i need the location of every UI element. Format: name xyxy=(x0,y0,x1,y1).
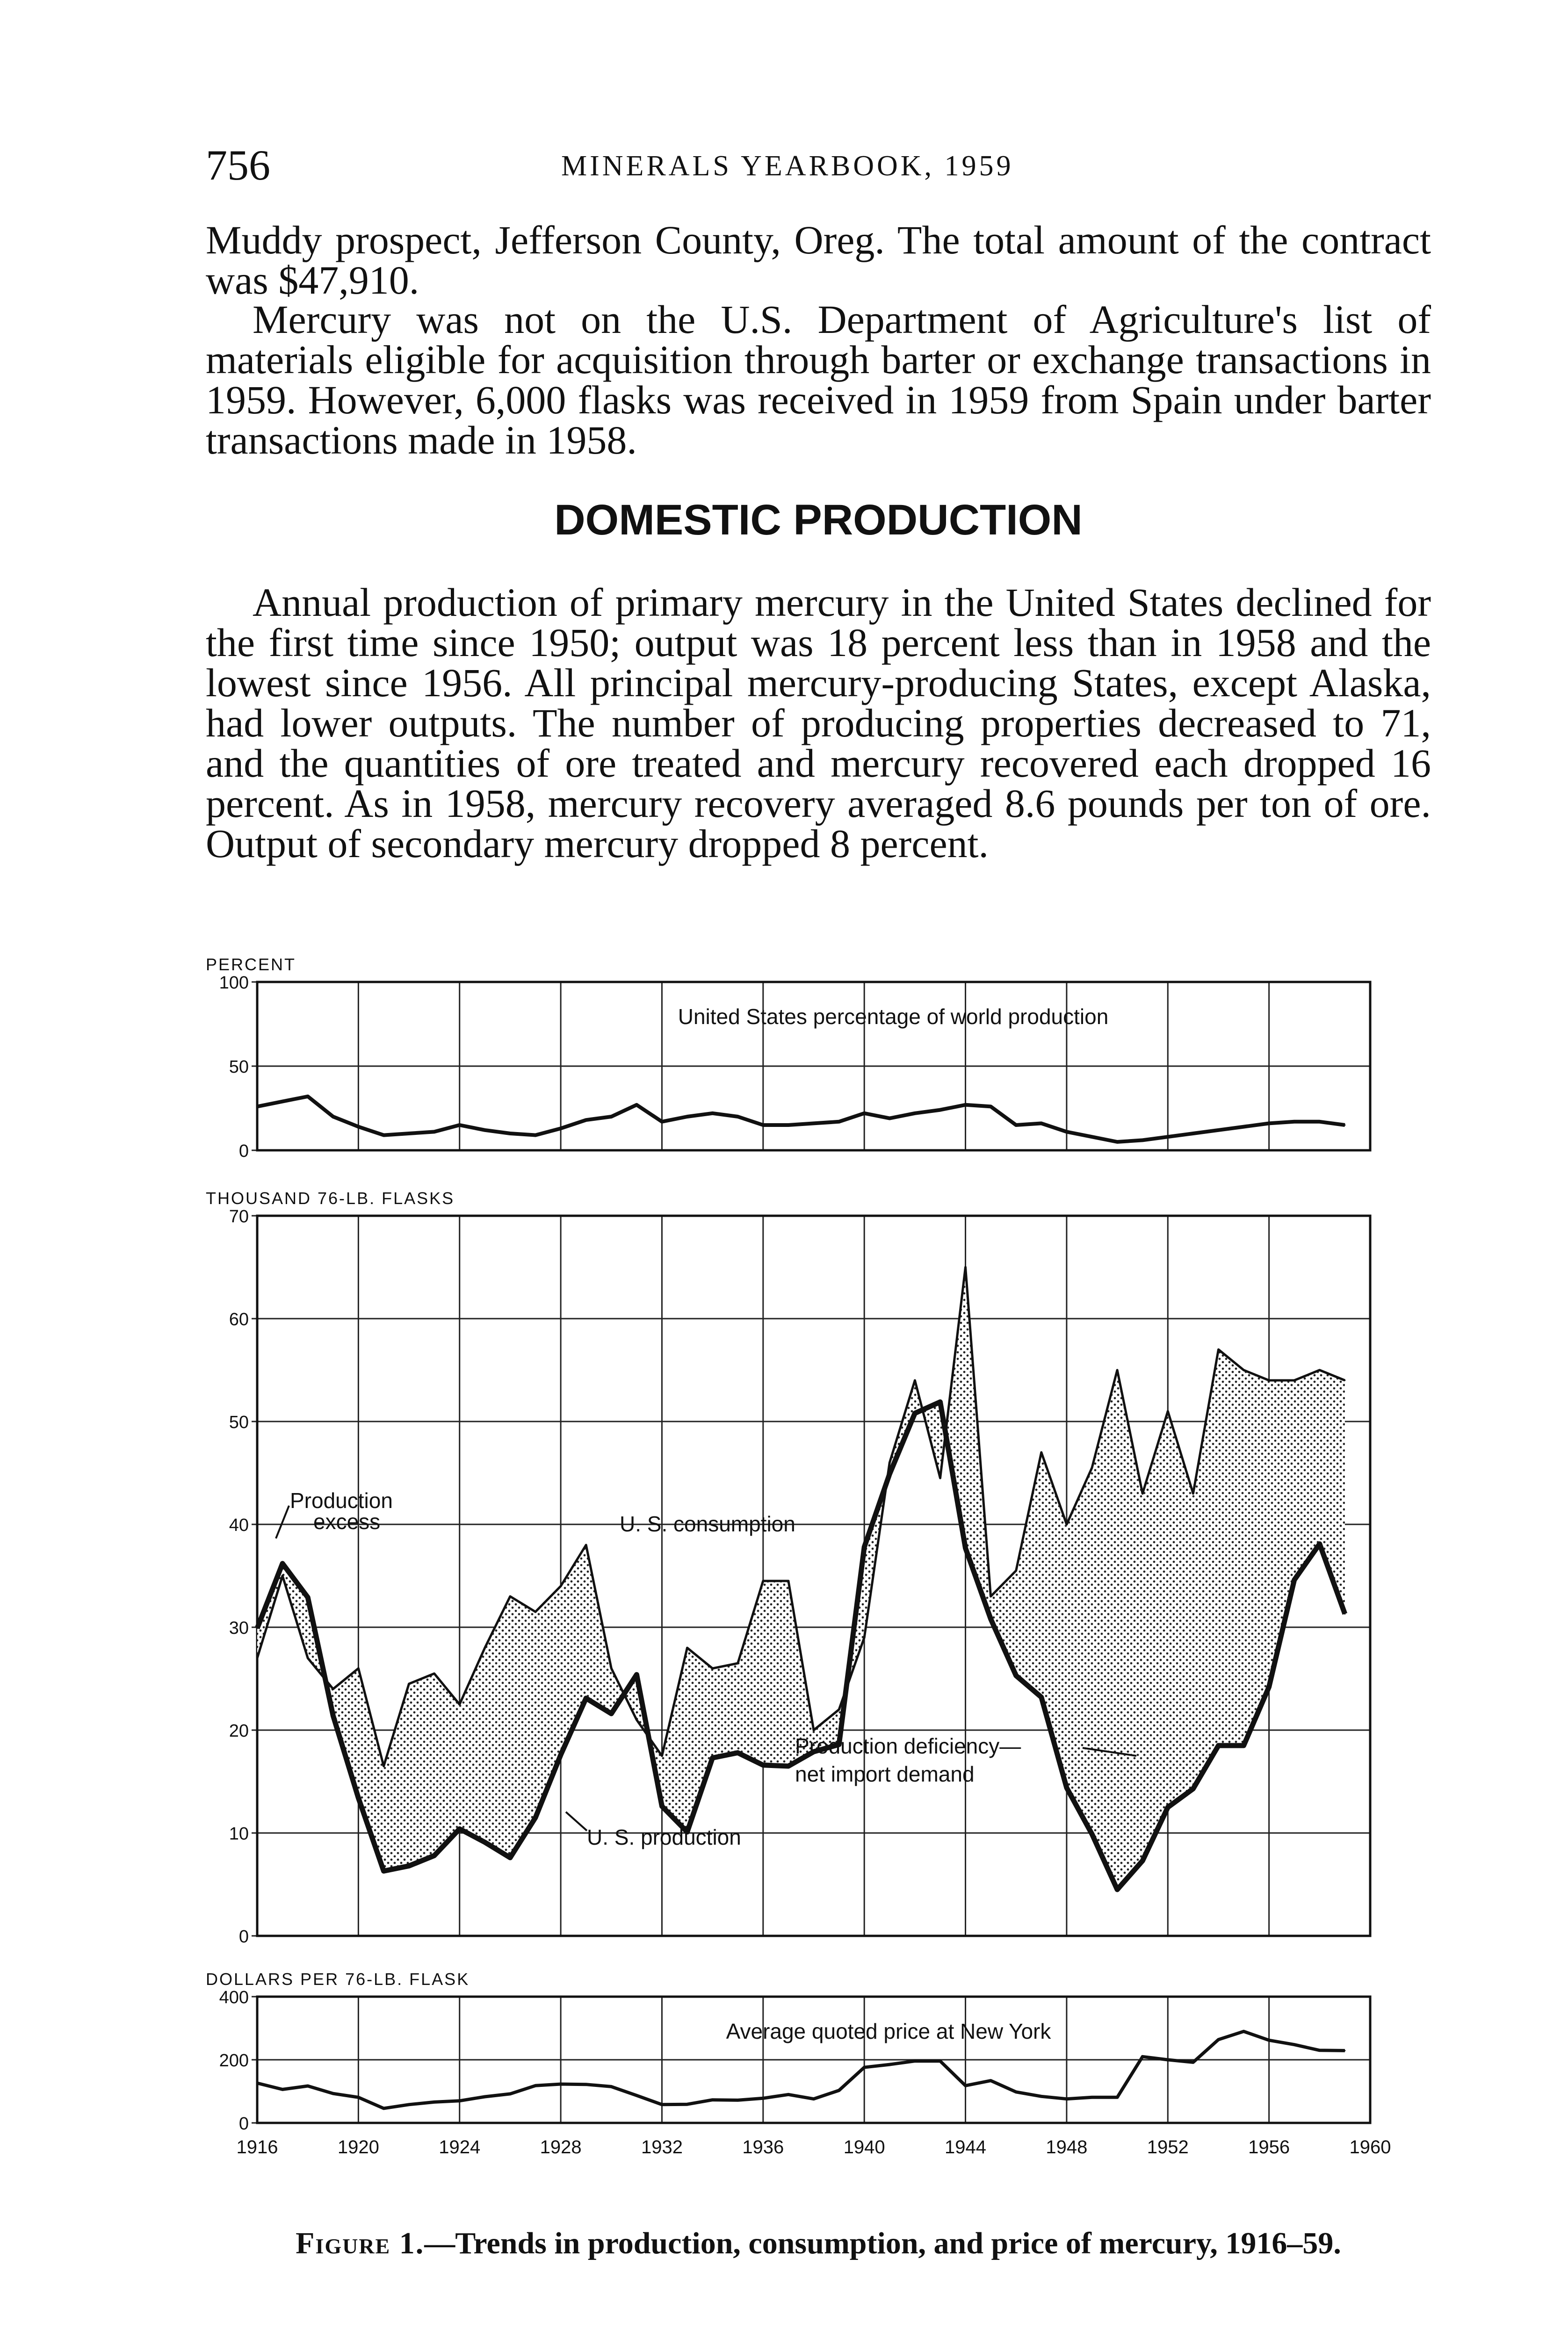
us-consumption-line-point xyxy=(358,1668,359,1669)
us-production-line-point xyxy=(1319,1543,1320,1544)
us-world-share-line-point xyxy=(686,1116,688,1118)
us-world-share-line-point xyxy=(889,1118,890,1119)
us-production-line-point xyxy=(712,1757,713,1759)
us-production-line-point xyxy=(611,1713,612,1714)
flasks-ytick-label: 70 xyxy=(229,1207,249,1227)
price-axis-title: DOLLARS PER 76-LB. FLASK xyxy=(206,1970,470,1989)
us-production-line-point xyxy=(788,1766,789,1767)
price-ytick-label: 400 xyxy=(219,1988,249,2007)
annotation-us-production: U. S. production xyxy=(587,1825,741,1849)
us-production-line-point xyxy=(1243,1745,1244,1746)
section-heading: DOMESTIC PRODUCTION xyxy=(554,496,1083,544)
us-world-share-line-point xyxy=(661,1121,663,1122)
price-line-point xyxy=(358,2097,359,2098)
annotation-production-excess-2: excess xyxy=(313,1509,381,1534)
us-world-share-line-point xyxy=(1167,1136,1169,1138)
us-production-line-point xyxy=(1293,1579,1295,1580)
year-tick-label: 1944 xyxy=(945,2137,987,2158)
price-line-point xyxy=(661,2104,663,2105)
us-world-share-line-point xyxy=(914,1112,916,1114)
us-production-line-point xyxy=(737,1752,738,1754)
percent-axis-title: PERCENT xyxy=(206,955,296,974)
us-consumption-line-point xyxy=(686,1647,688,1649)
us-consumption-line-point xyxy=(408,1683,410,1685)
us-consumption-line-point xyxy=(889,1462,890,1464)
us-consumption-line-point xyxy=(636,1719,637,1721)
us-world-share-line-point xyxy=(332,1116,334,1118)
us-consumption-line-point xyxy=(788,1580,789,1582)
us-world-share-line-point xyxy=(484,1129,485,1131)
us-consumption-line-point xyxy=(712,1668,713,1669)
us-production-line-point xyxy=(965,1547,966,1549)
year-tick-label: 1916 xyxy=(236,2137,278,2158)
us-world-share-line-point xyxy=(1268,1123,1270,1124)
us-world-share-line-point xyxy=(1319,1121,1320,1122)
us-consumption-line-point xyxy=(332,1689,334,1690)
us-production-line-point xyxy=(1066,1787,1067,1789)
year-tick-label: 1920 xyxy=(337,2137,379,2158)
us-consumption-line-point xyxy=(484,1647,485,1649)
price-line-point xyxy=(535,2085,536,2086)
year-tick-label: 1952 xyxy=(1147,2137,1189,2158)
production-consumption-panel xyxy=(206,1189,1370,1947)
us-consumption-line-point xyxy=(1091,1467,1093,1469)
percent-ytick-label: 50 xyxy=(229,1057,249,1077)
price-line-point xyxy=(611,2086,612,2087)
us-world-share-line-point xyxy=(712,1112,713,1114)
price-line-point xyxy=(1142,2056,1143,2057)
figure-caption xyxy=(206,2226,1431,2261)
price-line-point xyxy=(1192,2062,1194,2063)
us-consumption-line-point xyxy=(307,1658,309,1659)
price-line-point xyxy=(383,2107,384,2109)
price-line-point xyxy=(889,2064,890,2065)
year-tick-label: 1924 xyxy=(439,2137,481,2158)
price-line-point xyxy=(560,2083,562,2085)
us-production-line-point xyxy=(1218,1745,1219,1746)
us-production-line-point xyxy=(560,1754,562,1755)
us-consumption-line-point xyxy=(1066,1524,1067,1525)
us-production-line-point xyxy=(535,1817,536,1818)
us-world-share-line-point xyxy=(1091,1136,1093,1138)
us-production-line-point xyxy=(484,1841,485,1843)
body-paragraph-2: Mercury was not on the U.S. Department of Agriculture's list of materials eligible for acquisition through barter or exchange transactions in 1959. However, 6,000 flasks was received in 1959 from Spain under barter transactions made in 1958. xyxy=(206,297,1431,462)
us-consumption-line-point xyxy=(434,1673,435,1674)
us-production-line-point xyxy=(762,1764,764,1766)
us-production-line-point xyxy=(1041,1696,1042,1698)
us-production-line-point xyxy=(383,1870,384,1872)
annotation-deficiency-2: net import demand xyxy=(795,1762,975,1786)
us-world-share-line-point xyxy=(1142,1140,1143,1141)
price-line-point xyxy=(838,2090,840,2091)
price-line-point xyxy=(1091,2097,1093,2098)
price-line-point xyxy=(484,2096,485,2097)
figure-caption-text: —Trends in production, consumption, and price of mercury, 1916–59. xyxy=(424,2226,1341,2260)
us-world-share-line-point xyxy=(965,1104,966,1105)
us-consumption-line-point xyxy=(459,1704,460,1705)
price-line-point xyxy=(257,2082,258,2084)
year-tick-label: 1932 xyxy=(641,2137,683,2158)
price-line-point xyxy=(1041,2096,1042,2097)
price-line-point xyxy=(1167,2059,1169,2061)
production-leader-line xyxy=(566,1812,587,1831)
us-world-share-line-point xyxy=(1041,1123,1042,1124)
us-production-line-point xyxy=(990,1618,991,1620)
year-tick-label: 1940 xyxy=(843,2137,885,2158)
us-consumption-line-point xyxy=(990,1596,991,1597)
price-line-point xyxy=(636,2095,637,2096)
us-consumption-line-point xyxy=(257,1658,258,1659)
us-consumption-line-point xyxy=(383,1766,384,1767)
figure-label: Figure 1. xyxy=(296,2226,425,2260)
us-world-share-line-point xyxy=(1117,1141,1118,1143)
us-production-line-point xyxy=(1142,1860,1143,1862)
us-world-share-line-point xyxy=(864,1112,865,1114)
us-production-line-point xyxy=(889,1473,890,1475)
year-tick-label: 1928 xyxy=(540,2137,582,2158)
us-production-line-point xyxy=(459,1828,460,1830)
us-consumption-line-point xyxy=(1192,1493,1194,1494)
price-line-point xyxy=(1268,2040,1270,2041)
flasks-ytick-label: 20 xyxy=(229,1721,249,1741)
mercury-trends-figure xyxy=(196,945,1459,2254)
us-consumption-line-point xyxy=(535,1611,536,1613)
us-consumption-line-point xyxy=(939,1478,941,1479)
us-production-line-point xyxy=(1167,1807,1169,1808)
us-world-share-line-point xyxy=(408,1133,410,1134)
us-world-share-line-point xyxy=(636,1104,637,1105)
flasks-ytick-label: 40 xyxy=(229,1515,249,1535)
price-line-point xyxy=(1293,2044,1295,2045)
us-world-share-line-point xyxy=(509,1133,511,1134)
us-consumption-line-point xyxy=(737,1663,738,1664)
flasks-axis-title: THOUSAND 76-LB. FLASKS xyxy=(206,1189,455,1208)
price-line-point xyxy=(864,2067,865,2068)
journal-title: MINERALS YEARBOOK, 1959 xyxy=(561,150,1014,182)
us-consumption-line-point xyxy=(1268,1380,1270,1381)
us-production-line-point xyxy=(332,1715,334,1717)
us-consumption-line-point xyxy=(611,1668,612,1669)
us-consumption-line-point xyxy=(282,1575,283,1577)
price-line-point xyxy=(686,2104,688,2105)
us-production-line-point xyxy=(358,1797,359,1799)
us-world-share-line-point xyxy=(813,1123,815,1124)
us-consumption-line-point xyxy=(965,1267,966,1268)
us-production-line-point xyxy=(509,1857,511,1858)
us-world-share-line-point xyxy=(1243,1126,1244,1127)
us-consumption-line-point xyxy=(1293,1380,1295,1381)
price-line-point xyxy=(459,2100,460,2101)
price-line-point xyxy=(1243,2031,1244,2032)
year-tick-label: 1936 xyxy=(742,2137,784,2158)
price-line-point xyxy=(965,2085,966,2086)
price-line-point xyxy=(737,2100,738,2101)
us-consumption-line-point xyxy=(585,1544,587,1546)
price-line-point xyxy=(1117,2097,1118,2098)
body-paragraph-3: Annual production of primary mercury in the United States declined for the first time since 1950; output was 18 percent less than in 1958 and the lowest since 1956. All principal mercury-producing States, except Alaska, had lower outputs. The number of producing properties decreased to 71, and the quantities of ore treated and mercury recovered each dropped 16 percent. As in 1958, mercury recovery averaged 8.6 pounds per ton of ore. Output of secondary mercury dropped 8 percent. xyxy=(206,580,1431,866)
us-world-share-line-point xyxy=(358,1126,359,1127)
flasks-ytick-label: 30 xyxy=(229,1618,249,1638)
price-line-point xyxy=(1015,2091,1017,2093)
us-consumption-line-point xyxy=(560,1586,562,1587)
us-world-share-line-point xyxy=(307,1096,309,1097)
annotation-production-excess: Production xyxy=(290,1488,393,1513)
price-line-point xyxy=(914,2060,916,2062)
price-line-point xyxy=(813,2098,815,2100)
us-consumption-line-point xyxy=(914,1380,916,1381)
percentage-panel xyxy=(206,955,1370,1161)
price-line-point xyxy=(990,2080,991,2081)
price-line-point xyxy=(1218,2039,1219,2040)
price-line-point xyxy=(509,2093,511,2094)
us-consumption-line-point xyxy=(1243,1370,1244,1371)
year-tick-label: 1960 xyxy=(1349,2137,1391,2158)
us-production-line-point xyxy=(661,1805,663,1807)
body-paragraph-1: Muddy prospect, Jefferson County, Oreg. The total amount of the contract was $47,910. xyxy=(206,217,1431,303)
price-line-point xyxy=(1066,2098,1067,2100)
us-world-share-line-point xyxy=(838,1121,840,1122)
us-consumption-line-point xyxy=(1344,1380,1345,1381)
price-line-point xyxy=(282,2089,283,2090)
us-production-line-point xyxy=(1268,1686,1270,1688)
price-line-point xyxy=(939,2060,941,2062)
percent-ytick-label: 100 xyxy=(219,973,249,993)
price-line-point xyxy=(762,2098,764,2099)
us-production-line-point xyxy=(282,1563,283,1564)
us-world-share-line-point xyxy=(1293,1121,1295,1122)
us-world-share-line-point xyxy=(1015,1125,1017,1126)
us-world-share-line-point xyxy=(282,1101,283,1102)
price-panel xyxy=(206,1970,1391,2158)
price-line-point xyxy=(332,2093,334,2094)
flasks-ytick-label: 10 xyxy=(229,1824,249,1844)
us-world-share-line-point xyxy=(788,1125,789,1126)
us-production-line-point xyxy=(1015,1675,1017,1676)
us-world-share-line-point xyxy=(535,1134,536,1136)
us-production-line-point xyxy=(408,1865,410,1867)
us-consumption-line-point xyxy=(1319,1370,1320,1371)
us-production-line-point xyxy=(257,1628,258,1629)
annotation-deficiency: Production deficiency— xyxy=(795,1734,1021,1758)
us-production-line-point xyxy=(914,1413,916,1414)
us-production-line-point xyxy=(1192,1788,1194,1790)
price-line-point xyxy=(1319,2049,1320,2051)
page-number: 756 xyxy=(206,141,270,189)
us-production-line-point xyxy=(434,1855,435,1856)
percent-ytick-label: 0 xyxy=(238,1141,249,1161)
flasks-ytick-label: 0 xyxy=(238,1927,249,1947)
us-world-share-line-point xyxy=(383,1134,384,1136)
us-world-share-line-point xyxy=(939,1109,941,1111)
us-consumption-line-point xyxy=(509,1596,511,1597)
price-line-point xyxy=(408,2104,410,2105)
us-production-line-point xyxy=(864,1546,865,1548)
price-line-point xyxy=(712,2099,713,2100)
us-world-share-line-point xyxy=(1344,1125,1345,1126)
us-production-line-point xyxy=(1117,1889,1118,1891)
us-world-share-line-point xyxy=(1066,1131,1067,1133)
price-line-point xyxy=(585,2084,587,2085)
us-production-line-point xyxy=(307,1597,309,1598)
us-consumption-line-point xyxy=(1015,1570,1017,1572)
running-head xyxy=(206,140,1431,192)
us-production-line-point xyxy=(1344,1613,1345,1615)
us-production-line-point xyxy=(939,1401,941,1403)
us-world-share-line-point xyxy=(762,1125,764,1126)
us-production-line-point xyxy=(636,1674,637,1675)
us-world-share-line-point xyxy=(1218,1129,1219,1131)
us-world-share-line-point xyxy=(459,1125,460,1126)
us-world-share-line-point xyxy=(560,1128,562,1129)
excess-leader-line xyxy=(276,1506,289,1538)
us-world-share-line xyxy=(257,1097,1345,1142)
us-consumption-line-point xyxy=(762,1580,764,1582)
price-ytick-label: 0 xyxy=(238,2114,249,2134)
us-world-share-line-point xyxy=(737,1116,738,1118)
us-world-share-line-point xyxy=(990,1106,991,1107)
price-ytick-label: 200 xyxy=(219,2051,249,2071)
us-consumption-line-point xyxy=(1142,1493,1143,1494)
us-production-line-point xyxy=(585,1697,587,1699)
us-consumption-line-point xyxy=(813,1730,815,1731)
us-consumption-line-point xyxy=(1167,1411,1169,1412)
us-world-share-line-point xyxy=(257,1106,258,1107)
flasks-ytick-label: 50 xyxy=(229,1413,249,1432)
annotation-us-consumption: U. S. consumption xyxy=(620,1512,795,1536)
us-world-share-line-point xyxy=(434,1131,435,1133)
price-chart-label: Average quoted price at New York xyxy=(726,2019,1051,2043)
us-world-share-line-point xyxy=(611,1116,612,1118)
percent-chart-label: United States percentage of world production xyxy=(678,1004,1109,1029)
price-line-point xyxy=(788,2094,789,2095)
us-world-share-line-point xyxy=(1192,1133,1194,1134)
price-line-point xyxy=(307,2085,309,2087)
price-line-point xyxy=(1344,2050,1345,2051)
us-world-share-line-point xyxy=(585,1119,587,1121)
us-consumption-line-point xyxy=(864,1637,865,1638)
us-consumption-line-point xyxy=(661,1755,663,1757)
us-consumption-line-point xyxy=(1117,1370,1118,1371)
us-consumption-line-point xyxy=(1041,1452,1042,1453)
us-consumption-line-point xyxy=(838,1709,840,1710)
price-line-point xyxy=(434,2101,435,2103)
year-tick-label: 1948 xyxy=(1046,2137,1088,2158)
year-tick-label: 1956 xyxy=(1248,2137,1290,2158)
flasks-ytick-label: 60 xyxy=(229,1310,249,1329)
us-consumption-line-point xyxy=(1218,1349,1219,1350)
us-production-line-point xyxy=(1091,1833,1093,1835)
